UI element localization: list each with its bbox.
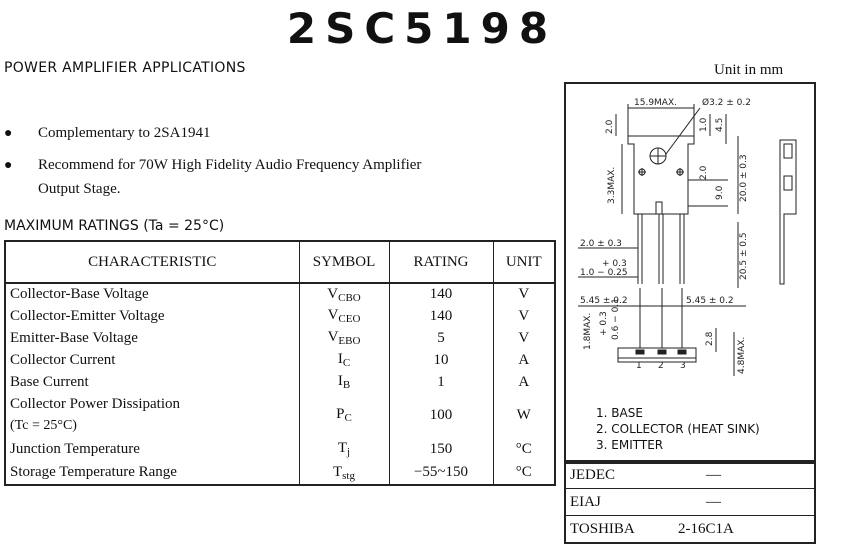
feature-item: [4, 153, 421, 201]
package-label: TOSHIBA: [570, 521, 635, 537]
cell-symbol: $I_C$: [299, 349, 389, 371]
pin-item: 3. EMITTER: [596, 438, 664, 452]
pin-number: 1: [636, 361, 642, 371]
package-row: [566, 515, 814, 542]
feature-text: Recommend for 70W High Fidelity Audio Frequency Amplifier: [38, 157, 422, 173]
cell-characteristic: Emitter-Base Voltage: [5, 327, 299, 349]
header-rating: RATING: [389, 241, 493, 283]
dim-1-0: 1.0: [699, 117, 709, 132]
dim-20-5: 20.5 ± 0.5: [739, 232, 749, 280]
cell-rating: 1: [389, 371, 493, 393]
dim-pitch-right: 5.45 ± 0.2: [686, 296, 734, 306]
table-row: [5, 349, 555, 371]
feature-text-cont: Output Stage.: [38, 181, 121, 197]
cell-symbol: $T_j$: [299, 437, 389, 461]
cell-characteristic: Collector Power Dissipation (Tc = 25°C): [5, 393, 299, 437]
cell-rating: 5: [389, 327, 493, 349]
part-number-title: 2SC5198: [286, 4, 558, 53]
dim-1-8max: 1.8MAX.: [583, 312, 593, 350]
pin-number: 3: [680, 361, 686, 371]
dim-1-0-lead-plus: + 0.3: [602, 259, 627, 269]
cell-rating: 140: [389, 305, 493, 327]
cell-rating: 140: [389, 283, 493, 305]
cell-unit: V: [493, 327, 555, 349]
cell-symbol: $V_{CEO}$: [299, 305, 389, 327]
dim-0-6: 0.6 − 0.1: [611, 298, 621, 340]
cell-symbol: $I_B$: [299, 371, 389, 393]
package-value: 2-16C1A: [678, 521, 734, 537]
table-row: [5, 327, 555, 349]
dim-pitch-left: 5.45 ± 0.2: [580, 296, 628, 306]
package-label: EIAJ: [570, 494, 601, 510]
dim-4-8max: 4.8MAX.: [737, 336, 747, 374]
dim-2-0-lead: 2.0 ± 0.3: [580, 239, 622, 249]
cell-unit: °C: [493, 461, 555, 485]
package-standards-table: [564, 460, 816, 544]
bullet-icon: ●: [4, 158, 13, 173]
cell-rating: 10: [389, 349, 493, 371]
cell-symbol: $V_{CBO}$: [299, 283, 389, 305]
cell-unit: A: [493, 371, 555, 393]
package-label: JEDEC: [570, 467, 615, 483]
pin-item: 1. BASE: [596, 406, 643, 420]
pin-item: 2. COLLECTOR (HEAT SINK): [596, 422, 760, 436]
bullet-icon: ●: [4, 126, 13, 141]
cell-characteristic: Collector-Emitter Voltage: [5, 305, 299, 327]
dim-2-0-mid: 2.0: [699, 165, 709, 180]
header-symbol: SYMBOL: [299, 241, 389, 283]
table-row: [5, 305, 555, 327]
dim-0-6-plus: + 0.3: [599, 311, 609, 336]
table-row: [5, 283, 555, 305]
cell-characteristic: Collector-Base Voltage: [5, 283, 299, 305]
pin-number: 2: [658, 361, 664, 371]
pin-list: [596, 405, 760, 453]
package-value: —: [706, 467, 721, 483]
cell-rating: 150: [389, 437, 493, 461]
dim-2-0-top: 2.0: [605, 119, 615, 134]
table-row: [5, 461, 555, 485]
cell-unit: V: [493, 283, 555, 305]
application-heading: POWER AMPLIFIER APPLICATIONS: [4, 60, 246, 76]
cell-characteristic: Collector Current: [5, 349, 299, 371]
dim-2-8: 2.8: [705, 331, 715, 346]
dim-1-0-lead: 1.0 − 0.25: [580, 268, 628, 278]
feature-text: Complementary to 2SA1941: [38, 125, 211, 141]
cell-characteristic: Base Current: [5, 371, 299, 393]
cell-symbol: $V_{EBO}$: [299, 327, 389, 349]
cell-rating: −55~150: [389, 461, 493, 485]
feature-item: [4, 121, 211, 146]
dim-9-0: 9.0: [715, 185, 725, 200]
dim-3-3max: 3.3MAX.: [607, 166, 617, 204]
table-row: [5, 437, 555, 461]
cell-symbol: $P_C$: [299, 393, 389, 437]
cell-characteristic: Storage Temperature Range: [5, 461, 299, 485]
header-characteristic: CHARACTERISTIC: [5, 241, 299, 283]
table-row: [5, 393, 555, 437]
cell-unit: °C: [493, 437, 555, 461]
dim-hole: Ø3.2 ± 0.2: [702, 98, 751, 108]
ratings-table: [4, 240, 556, 486]
header-unit: UNIT: [493, 241, 555, 283]
cell-unit: A: [493, 349, 555, 371]
cell-rating: 100: [389, 393, 493, 437]
package-value: —: [706, 494, 721, 510]
table-row: [5, 371, 555, 393]
cell-unit: V: [493, 305, 555, 327]
dim-top-width: 15.9MAX.: [634, 98, 677, 108]
cell-characteristic: Junction Temperature: [5, 437, 299, 461]
package-row: [566, 488, 814, 515]
package-row: [566, 460, 814, 488]
cell-symbol: $T_{stg}$: [299, 461, 389, 485]
ratings-title: MAXIMUM RATINGS (Ta = 25°C): [4, 218, 225, 234]
table-header-row: [5, 241, 555, 283]
dim-4-5: 4.5: [715, 117, 725, 132]
cell-unit: W: [493, 393, 555, 437]
unit-note: Unit in mm: [714, 62, 784, 78]
dim-20-0: 20.0 ± 0.3: [739, 154, 749, 202]
